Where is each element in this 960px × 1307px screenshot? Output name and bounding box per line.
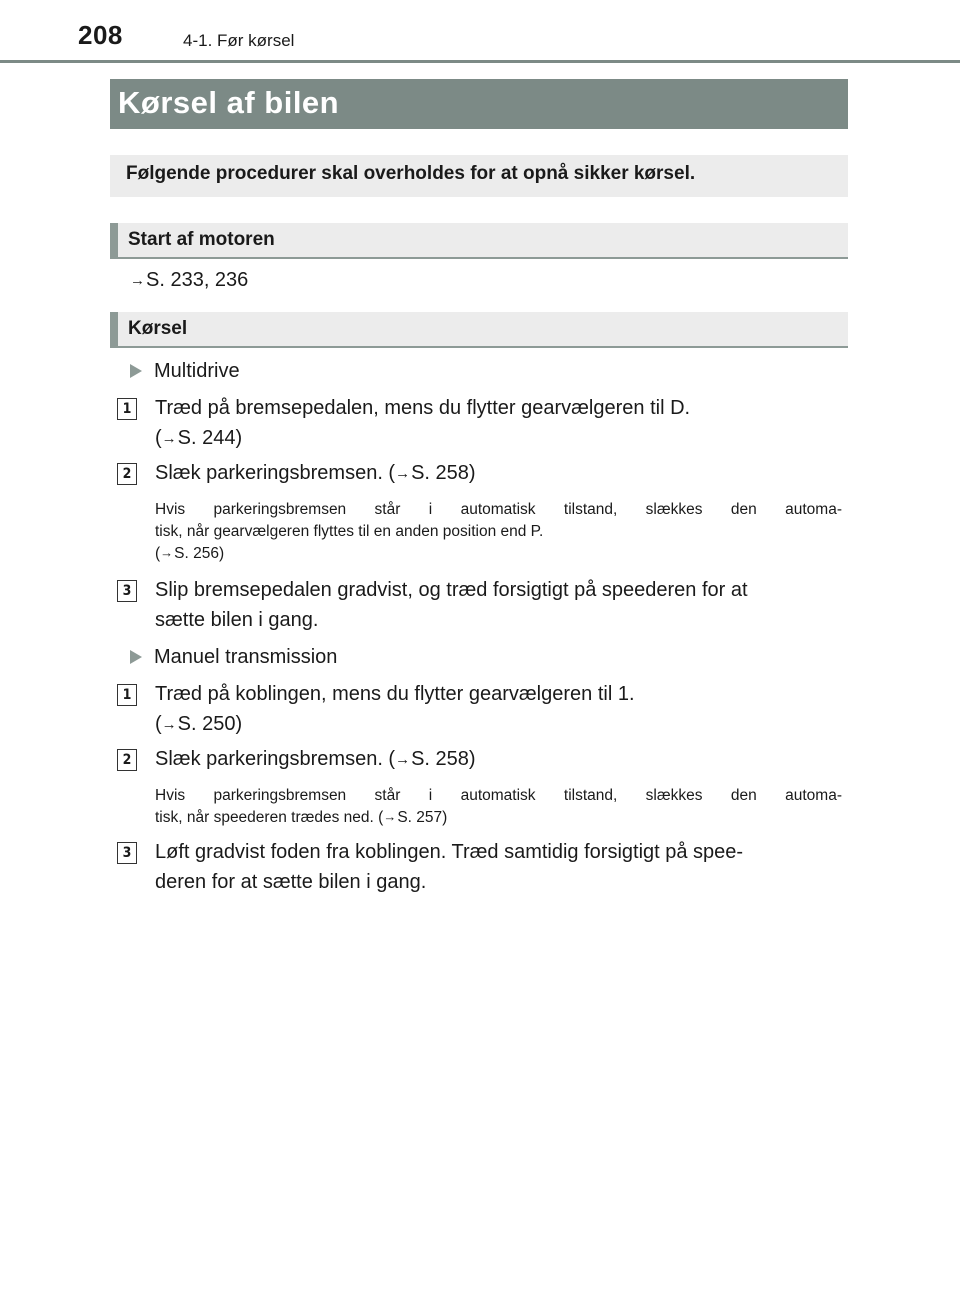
multidrive-step-2-note <box>155 499 842 565</box>
manual-step-2-note <box>155 785 842 829</box>
page-ref-link[interactable]: S. 233, 236 <box>146 269 249 291</box>
page-ref-link[interactable]: S. 244) <box>177 427 243 449</box>
page-title: Kørsel af bilen <box>110 79 848 129</box>
multidrive-step-3 <box>155 575 845 635</box>
step-number-badge: 1 <box>117 684 137 706</box>
triangle-bullet-icon <box>130 364 142 378</box>
step-ref-line: (→S. 250) <box>155 713 243 735</box>
page-ref-link[interactable]: S. 256) <box>174 545 225 562</box>
note-ref-line: (→S. 256) <box>155 545 225 562</box>
page-ref-link[interactable]: S. 258) <box>411 462 476 484</box>
step-line: Slæk parkeringsbremsen. ( <box>155 462 396 484</box>
step-ref-line: (→S. 244) <box>155 427 243 449</box>
step-line: sætte bilen i gang. <box>155 609 319 631</box>
manual-step-3 <box>155 837 845 897</box>
header-rule <box>0 60 960 63</box>
note-line: tisk, når speederen trædes ned. ( <box>155 809 384 826</box>
step-line: Slip bremsepedalen gradvist, og træd forsigtigt på speederen for at <box>155 579 748 601</box>
arrow-right-icon: → <box>130 272 145 289</box>
page-ref-link[interactable]: S. 257) <box>397 809 448 826</box>
step-line: Træd på koblingen, mens du flytter gearvælgeren til 1. <box>155 683 635 705</box>
arrow-right-icon: → <box>395 751 411 768</box>
step-line: Træd på bremsepedalen, mens du flytter gearvælgeren til D. <box>155 397 691 419</box>
note-line: Hvis parkeringsbremsen står i automatisk tilstand, slækkes den automa- <box>155 787 842 804</box>
step-number-badge: 1 <box>117 398 137 420</box>
multidrive-bullet <box>130 356 240 386</box>
page-ref-link[interactable]: S. 258) <box>411 748 476 770</box>
manual-step-2 <box>155 744 845 776</box>
multidrive-step-2 <box>155 458 845 490</box>
step-line: Slæk parkeringsbremsen. ( <box>155 748 396 770</box>
manual-step-1 <box>155 679 845 741</box>
arrow-right-icon: → <box>383 809 397 824</box>
multidrive-label: Multidrive <box>154 360 240 382</box>
subsection-start-engine-heading: Start af motoren <box>110 223 848 259</box>
page-ref-link[interactable]: S. 250) <box>177 713 243 735</box>
step-number-badge: 2 <box>117 463 137 485</box>
start-engine-reference <box>130 265 248 297</box>
triangle-bullet-icon <box>130 650 142 664</box>
step-number-badge: 2 <box>117 749 137 771</box>
section-reference: 4-1. Før kørsel <box>183 31 295 50</box>
arrow-right-icon: → <box>161 430 177 447</box>
manual-transmission-label: Manuel transmission <box>154 646 338 668</box>
step-number-badge: 3 <box>117 842 137 864</box>
intro-text: Følgende procedurer skal overholdes for at opnå sikker kørsel. <box>110 155 848 197</box>
manual-transmission-bullet <box>130 642 337 672</box>
arrow-right-icon: → <box>395 465 411 482</box>
note-line: Hvis parkeringsbremsen står i automatisk tilstand, slækkes den automa- <box>155 501 842 518</box>
multidrive-step-1 <box>155 393 845 455</box>
step-line: deren for at sætte bilen i gang. <box>155 871 427 893</box>
arrow-right-icon: → <box>160 545 174 560</box>
page-number: 208 <box>78 20 123 50</box>
note-ref-line <box>155 807 842 829</box>
step-number-badge: 3 <box>117 580 137 602</box>
arrow-right-icon: → <box>161 716 177 733</box>
subsection-driving-heading: Kørsel <box>110 312 848 348</box>
step-line: Løft gradvist foden fra koblingen. Træd samtidig forsigtigt på spee- <box>155 841 744 863</box>
note-line: tisk, når gearvælgeren flyttes til en anden position end P. <box>155 523 544 540</box>
